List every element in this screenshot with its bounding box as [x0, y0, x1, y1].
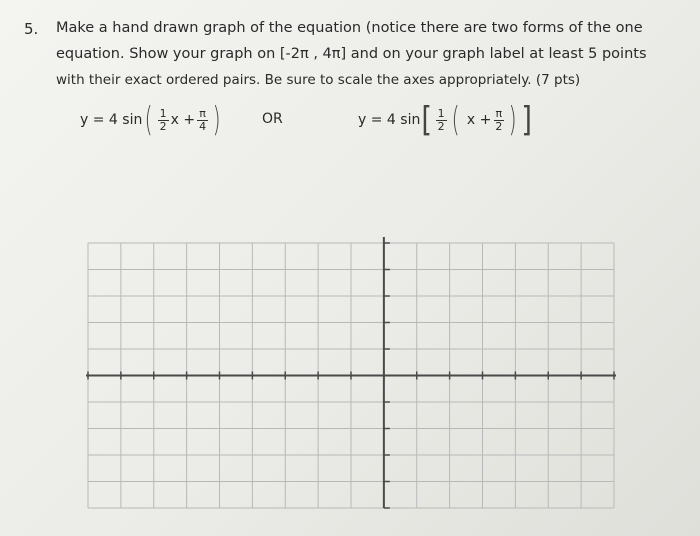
close-bracket-icon: ]	[520, 100, 532, 140]
question-text-line-1: Make a hand drawn graph of the equation (notice there are two forms of the one	[56, 20, 643, 36]
equation-1-x: x +	[170, 112, 196, 128]
or-label: OR	[262, 111, 283, 127]
equation-2-x: x +	[466, 112, 492, 128]
equation-1-coefficient-numerator: 1	[159, 106, 167, 120]
equation-1-phase-numerator: π	[199, 106, 206, 120]
equation-2-phase-numerator: π	[495, 106, 503, 120]
question-text-line-3: with their exact ordered pairs. Be sure to scale the axes appropriately. (7 pts)	[56, 72, 581, 88]
equation-2-coefficient-denominator: 2	[437, 119, 445, 133]
equation-1-lhs: y = 4 sin	[80, 112, 143, 128]
equation-1-coefficient-denominator: 2	[159, 119, 167, 133]
question-text-line-2: equation. Show your graph on [-2π , 4π] and on your graph label at least 5 points	[56, 46, 647, 62]
close-paren-icon: )	[508, 100, 517, 140]
open-paren-icon: (	[451, 100, 460, 140]
open-paren-icon: (	[144, 100, 153, 140]
question-number: 5.	[24, 20, 39, 38]
open-bracket-icon: [	[421, 100, 433, 140]
close-paren-icon: )	[212, 100, 221, 140]
equation-2-phase-denominator: 2	[495, 119, 503, 133]
equation-1-phase-denominator: 4	[199, 119, 207, 133]
equation-2-lhs: y = 4 sin	[358, 112, 421, 128]
equation-2-coefficient-numerator: 1	[437, 106, 445, 120]
